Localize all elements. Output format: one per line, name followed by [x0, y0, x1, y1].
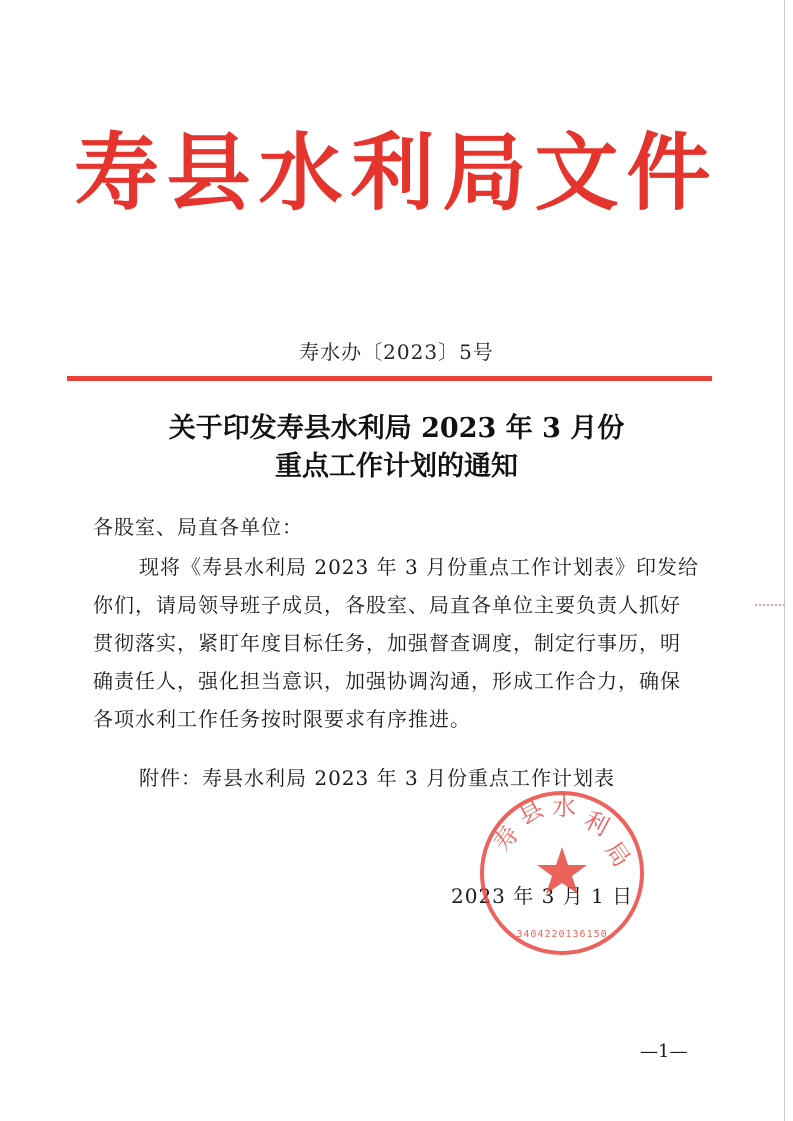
attachment-note: 附件：寿县水利局 2023 年 3 月份重点工作计划表: [139, 766, 616, 790]
seal-char: 寿: [487, 820, 525, 857]
body-line: 你们，请局领导班子成员，各股室、局直各单位主要负责人抓好: [93, 593, 681, 617]
binding-edge-mark: [755, 604, 785, 608]
document-number: 寿水办〔2023〕5号: [299, 340, 494, 364]
seal-char: 局: [599, 836, 636, 873]
body-line: 确责任人，强化担当意识，加强协调沟通，形成工作合力，确保: [93, 669, 681, 693]
seal-number: 3404220136150: [516, 929, 608, 940]
notice-title: [0, 410, 793, 486]
body-line: 贯彻落实，紧盯年度目标任务，加强督查调度，制定行事历，明: [93, 631, 681, 655]
body-line: 各项水利工作任务按时限要求有序推进。: [93, 707, 471, 731]
seal-char: 水: [552, 793, 576, 821]
notice-title-line-2: 重点工作计划的通知: [275, 451, 518, 482]
official-seal-stamp: [476, 787, 648, 959]
seal-char: 县: [513, 794, 549, 831]
notice-title-line-1: 关于印发寿县水利局 2023 年 3 月份: [168, 413, 625, 444]
seal-star-icon: [537, 847, 587, 894]
page-number: —1—: [640, 1041, 688, 1062]
issue-date: 2023 年 3 月 1 日: [451, 884, 634, 908]
body-paragraph: [93, 548, 703, 738]
salutation: 各股室、局直各单位：: [93, 515, 303, 539]
document-header-title: 寿县水利局文件: [74, 124, 719, 222]
red-separator-rule: [67, 376, 712, 381]
seal-char: 利: [579, 805, 614, 842]
body-line: 现将《寿县水利局 2023 年 3 月份重点工作计划表》印发给: [139, 555, 700, 579]
